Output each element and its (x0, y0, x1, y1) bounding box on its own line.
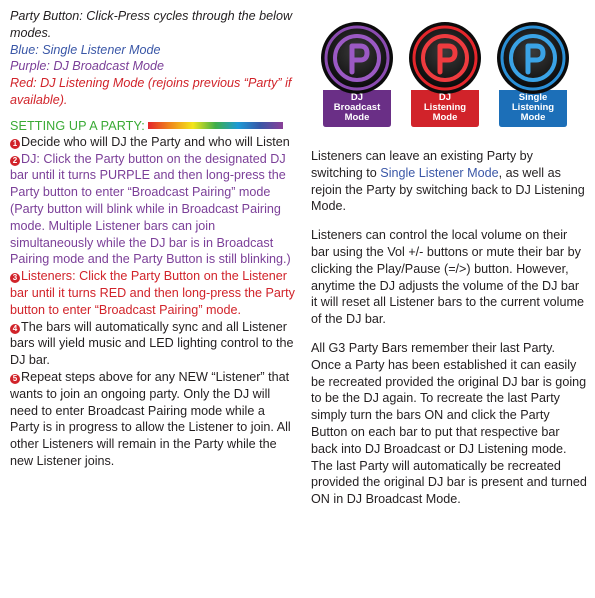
mode-blue-text: Blue: Single Listener Mode (10, 42, 161, 57)
step-number-badge: 2 (10, 156, 20, 166)
icon-label-line: Mode (432, 111, 458, 123)
paragraph-remember-party: All G3 Party Bars remember their last Party. Once a Party has been established it can easily be recreated provided the original DJ bar is going to be the DJ again. To recreate the last Party simply turn the bars ON and click the Party Button on each bar to put that respective bar back into DJ Broadcast or DJ Listening mode. The last Party will automatically be recreated provided the original DJ bar is present and turned ON in DJ Broadcast Mode. (311, 340, 587, 507)
setup-steps (10, 134, 295, 470)
step-number-badge: 3 (10, 273, 20, 283)
modes-intro-text: Party Button: Click-Press cycles through the below modes. (10, 9, 293, 40)
step-number-badge: 5 (10, 374, 20, 384)
paragraph-leave-rejoin (311, 148, 587, 215)
party-modes-legend (10, 8, 295, 109)
setup-title: SETTING UP A PARTY: (10, 118, 145, 133)
icon-label-line: Listening (423, 102, 467, 114)
step-text: Decide who will DJ the Party and who will Listen (21, 134, 290, 149)
step-text: The bars will automatically sync and all Listener bars will yield music and LED lighting control to the DJ bar. (10, 319, 294, 368)
step-text: Repeat steps above for any NEW “Listener” that wants to join an ongoing party. Only the DJ will need to enter Broadcast Pairing mode while a Party is in progress to allow the Listener to join. All other Listeners will remain in the Party while the new Listener joins. (10, 369, 291, 468)
step-1 (10, 134, 295, 151)
paragraph-text: , as well as rejoin the Party by switching back to DJ Listening Mode. (311, 165, 585, 214)
step-text: Listeners: Click the Party Button on the Listener bar until it turns RED and then long-press the Party button to enter “Broadcast Pairing” mode. (10, 269, 295, 317)
paragraph-text: Listeners can leave an existing Party by switching to (311, 149, 533, 180)
icon-label-line: DJ (350, 92, 364, 104)
icon-label-line: Broadcast (333, 102, 381, 114)
icon-label-line: Mode (520, 111, 546, 123)
paragraph-volume: Listeners can control the local volume on their bar using the Vol +/- buttons or mute their bar by clicking the Play/Pause (=/>) button. However, anytime the DJ adjusts the volume of the DJ bar it will reset all Listener bars to the current volume of the DJ bar. (311, 228, 584, 327)
mode-red-text: Red: DJ Listening Mode (rejoins previous “Party” if available). (10, 76, 292, 107)
setup-heading (10, 118, 295, 134)
right-column (311, 8, 587, 520)
step-number-badge: 4 (10, 324, 20, 334)
step-number-badge: 1 (10, 139, 20, 149)
left-column (10, 8, 295, 470)
step-5 (10, 369, 295, 470)
mode-purple-text: Purple: DJ Broadcast Mode (10, 59, 164, 74)
icon-label-line: DJ (438, 92, 452, 104)
icon-label-line: Single (518, 92, 548, 104)
icon-label-line: Listening (511, 102, 555, 114)
single-listener-mode-text: Single Listener Mode (380, 165, 499, 180)
step-3 (10, 268, 295, 318)
step-text: DJ: Click the Party button on the designated DJ bar until it turns PURPLE and then long-press the Party button to enter “Broadcast Pairing” mode (Party button will blink while in Broadcast Pairing mode. Multiple Listener bars can join simultaneously while the DJ bar is in Broadcast Pairing mode and the Party Button is still blinking.) (10, 151, 291, 267)
step-2 (10, 151, 295, 269)
rainbow-bar (148, 122, 283, 129)
step-4 (10, 319, 295, 369)
icon-label-line: Mode (344, 111, 370, 123)
